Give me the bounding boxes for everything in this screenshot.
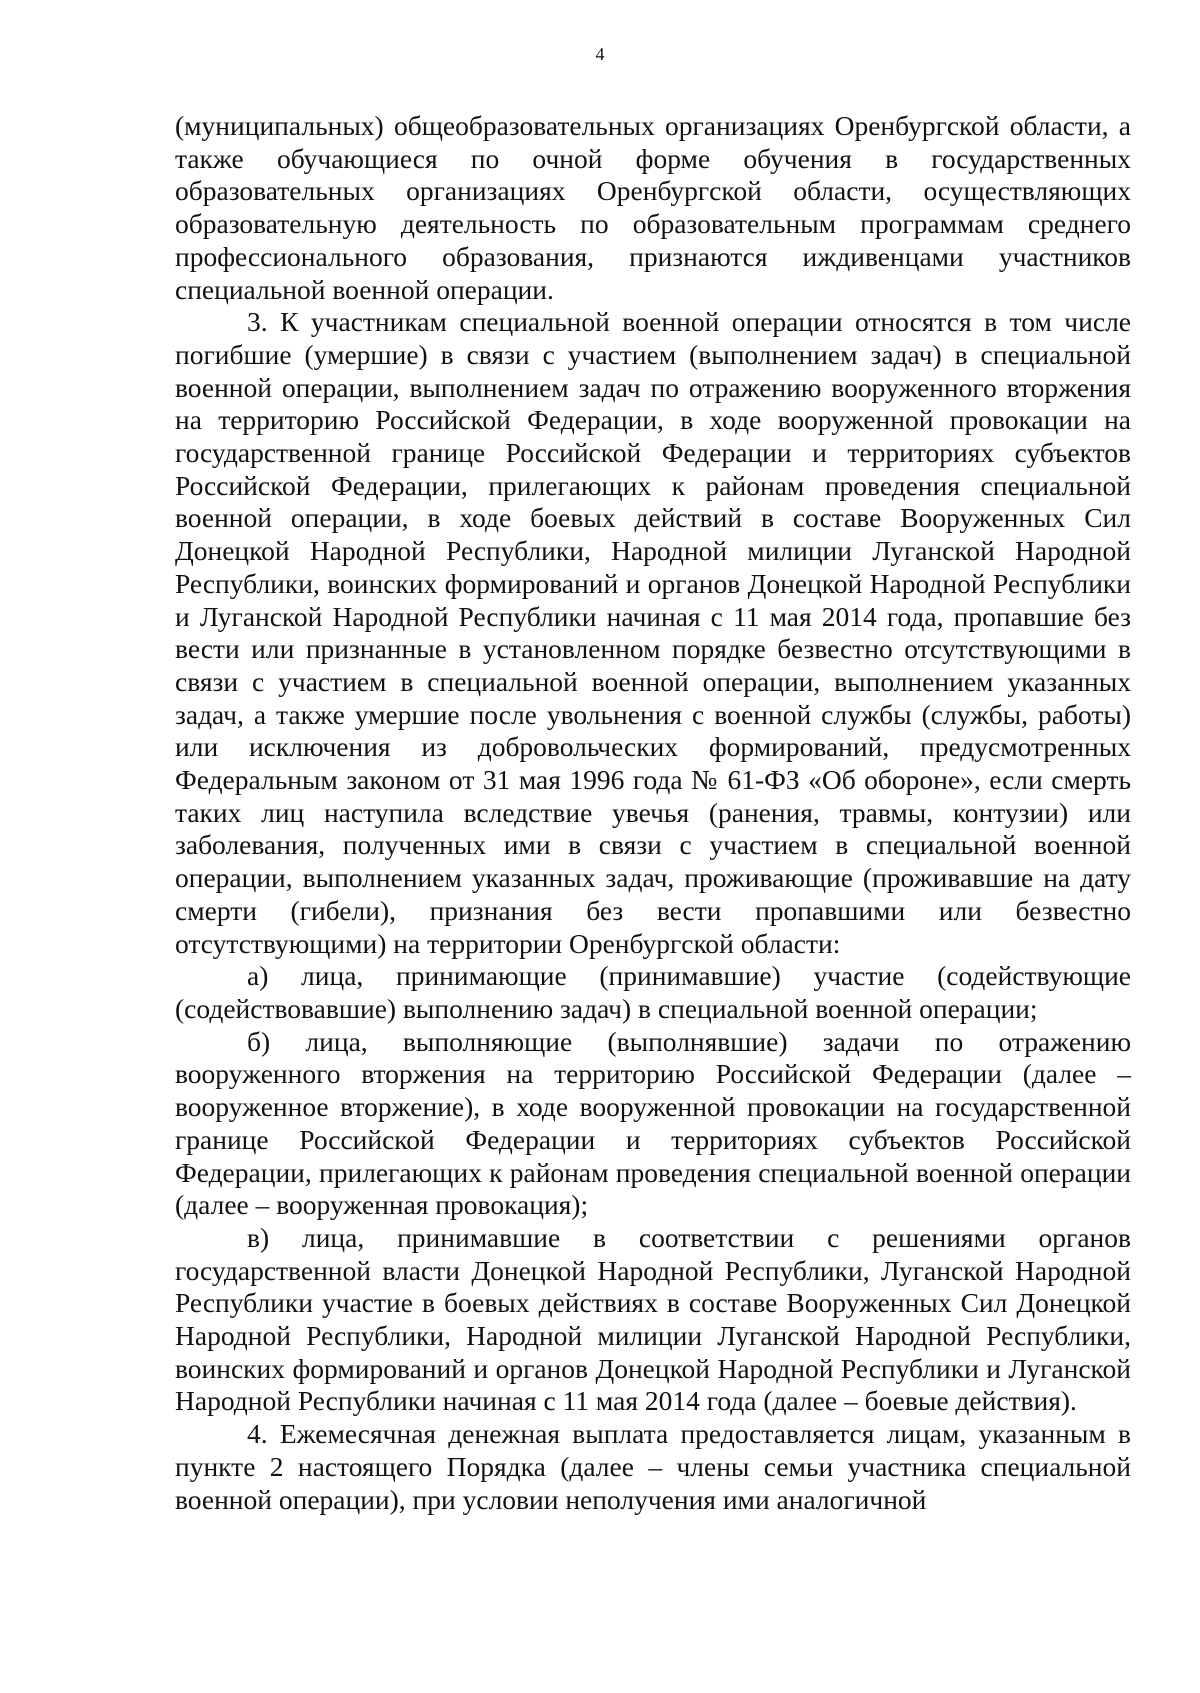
paragraph-item-3: 3. К участникам специальной военной операции относятся в том числе погибшие (умершие) в связи с участием (выполнением задач) в специальной военной операции, выполнением задач по отражению вооруженного вторжения на территорию Российской Федерации, в ходе вооруженной провокации на государственной границе Российской Федерации и территориях субъектов Российской Федерации, прилегающих к районам проведения специальной военной операции, в ходе боевых действий в составе Вооруженных Сил Донецкой Народной Республики, Народной милиции Луганской Народной Республики, воинских формирований и органов Донецкой Народной Республики и Луганской Народной Республики начиная с 11 мая 2014 года, пропавшие без вести или признанные в установленном порядке безвестно отсутствующими в связи с участием в специальной военной операции, выполнением указанных задач, а также умершие после увольнения с военной службы (службы, работы) или исключения из добровольческих формирований, предусмотренных Федеральным законом от 31 мая 1996 года № 61-ФЗ «Об обороне», если смерть таких лиц наступила вследствие увечья (ранения, травмы, контузии) или заболевания, полученных ими в связи с участием в специальной военной операции, выполнением указанных задач, проживающие (проживавшие на дату смерти (гибели), признания без вести пропавшими или безвестно отсутствующими) на территории Оренбургской области: <box>175 306 1131 959</box>
paragraph-subitem-a: а) лица, принимающие (принимавшие) участие (содействующие (содействовавшие) выполнению задач) в специальной военной операции; <box>175 960 1131 1024</box>
paragraph-continuation: (муниципальных) общеобразовательных организациях Оренбургской области, а также обучающиеся по очной форме обучения в государственных образовательных организациях Оренбургской области, осуществляющих образовательную деятельность по образовательным программам среднего профессионального образования, признаются иждивенцами участников специальной военной операции. <box>175 110 1131 305</box>
paragraph-subitem-b: б) лица, выполняющие (выполнявшие) задачи по отражению вооруженного вторжения на территорию Российской Федерации (далее – вооруженное вторжение), в ходе вооруженной провокации на государственной границе Российской Федерации и территориях субъектов Российской Федерации, прилегающих к районам проведения специальной военной операции (далее – вооруженная провокация); <box>175 1025 1131 1221</box>
paragraph-item-4: 4. Ежемесячная денежная выплата предоставляется лицам, указанным в пункте 2 настоящего Порядка (далее – члены семьи участника специальной военной операции), при условии неполучения ими аналогичной <box>175 1418 1131 1515</box>
page-number: 4 <box>595 44 605 64</box>
document-body <box>175 110 1131 1516</box>
paragraph-subitem-v: в) лица, принимавшие в соответствии с решениями органов государственной власти Донецкой Народной Республики, Луганской Народной Республики участие в боевых действиях в составе Вооруженных Сил Донецкой Народной Республики, Народной милиции Луганской Народной Республики, воинских формирований и органов Донецкой Народной Республики и Луганской Народной Республики начиная с 11 мая 2014 года (далее – боевые действия). <box>175 1221 1131 1417</box>
